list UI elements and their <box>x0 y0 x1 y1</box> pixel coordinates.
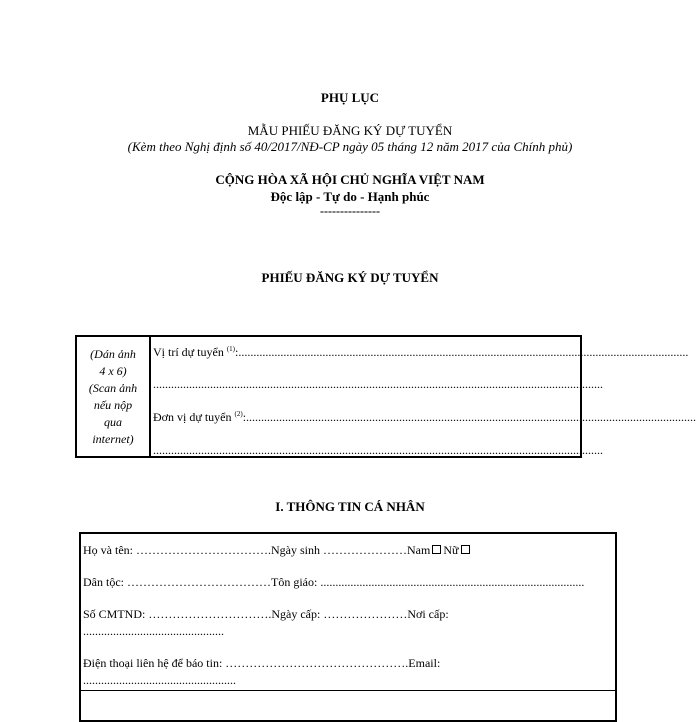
photo-placeholder <box>77 337 151 456</box>
section-personal-info-title: I. THÔNG TIN CÁ NHÂN <box>275 499 425 514</box>
personal-info-box <box>79 532 617 722</box>
republic-heading: CỘNG HÒA XÃ HỘI CHỦ NGHĨA VIỆT NAM <box>215 172 485 187</box>
male-checkbox[interactable] <box>432 545 441 554</box>
id-row[interactable] <box>83 607 449 622</box>
form-template-title: MẪU PHIẾU ĐĂNG KÝ DỰ TUYỂN <box>247 123 453 138</box>
unit-dots: ...................................................................................................................................................... <box>246 410 697 424</box>
email-field[interactable]: ................................................... <box>83 673 236 687</box>
photo-instruction-line: qua <box>103 414 122 429</box>
name-dob-row[interactable] <box>83 543 472 558</box>
position-field[interactable]: Vị trí dự tuyển $^{(1)}$:...................................................................................................................................................... <box>153 345 689 359</box>
header-divider: --------------- <box>320 204 380 218</box>
position-footnote: (1) <box>226 345 235 353</box>
position-dots-2: ...................................................................................................................................................... <box>153 377 603 391</box>
female-checkbox[interactable] <box>461 545 470 554</box>
issue-place-field[interactable]: ............................................... <box>83 624 224 638</box>
position-dots: ...................................................................................................................................................... <box>238 345 689 359</box>
photo-instruction-line: 4 x 6) <box>99 363 127 378</box>
unit-field-continuation[interactable] <box>153 443 603 458</box>
female-label: Nữ <box>443 543 459 557</box>
id-number-field[interactable]: Số CMTND: …………………………. <box>83 607 272 621</box>
photo-instruction-line: nếu nộp <box>93 397 133 412</box>
dob-field[interactable]: Ngày sinh ………………… <box>271 543 407 557</box>
appendix-title: PHỤ LỤC <box>320 90 380 105</box>
religion-field[interactable]: Tôn giáo: ........................................................................................ <box>271 575 585 589</box>
position-label: Vị trí dự tuyển <box>153 345 224 359</box>
unit-label: Đơn vị dự tuyển <box>153 410 232 424</box>
male-label: Nam <box>407 543 431 557</box>
issue-date-field[interactable]: Ngày cấp: ………………… <box>271 607 408 621</box>
phone-field[interactable]: Điện thoại liên hệ để báo tin: ………………………………………. <box>83 656 409 670</box>
photo-instruction-line: internet) <box>92 431 134 446</box>
email-label: Email: <box>408 656 441 670</box>
main-title: PHIẾU ĐĂNG KÝ DỰ TUYỂN <box>261 270 439 285</box>
info-row-divider <box>81 690 615 691</box>
ethnic-religion-row[interactable] <box>83 575 584 590</box>
unit-dots-2: ...................................................................................................................................................... <box>153 443 603 457</box>
unit-footnote: (2) <box>234 410 243 418</box>
unit-field[interactable]: Đơn vị dự tuyển $^{(2)}$:...................................................................................................................................................... <box>153 410 697 424</box>
application-position-box <box>75 335 697 458</box>
name-field[interactable]: Họ và tên: ……………………………. <box>83 543 271 557</box>
decree-note: (Kèm theo Nghị định số 40/2017/NĐ-CP ngày 05 tháng 12 năm 2017 của Chính phủ) <box>127 139 573 154</box>
ethnic-field[interactable]: Dân tộc: ……………………………… <box>83 575 271 589</box>
photo-instruction-line: (Scan ảnh <box>88 380 138 395</box>
photo-instruction-line: (Dán ảnh <box>90 346 136 361</box>
issue-place-label: Nơi cấp: <box>407 607 449 621</box>
phone-email-row[interactable] <box>83 656 440 671</box>
motto: Độc lập - Tự do - Hạnh phúc <box>270 189 430 204</box>
position-field-continuation[interactable] <box>153 377 603 392</box>
